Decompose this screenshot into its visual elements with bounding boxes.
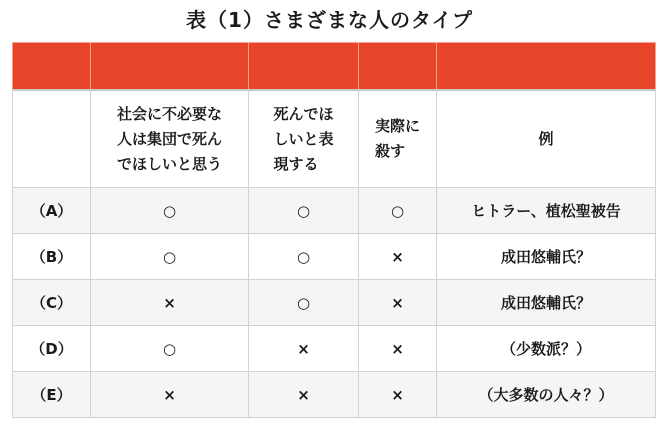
row-id: （D） bbox=[13, 326, 91, 372]
column-header-blank bbox=[13, 90, 91, 188]
person-types-table bbox=[12, 42, 656, 418]
mark-cell: × bbox=[249, 372, 359, 418]
example-cell: 成田悠輔氏？ bbox=[437, 234, 656, 280]
example-cell: （大多数の人々？） bbox=[437, 372, 656, 418]
mark-cell: × bbox=[249, 326, 359, 372]
mark-cell: × bbox=[359, 234, 437, 280]
mark-cell: ○ bbox=[91, 188, 249, 234]
mark-cell: ○ bbox=[249, 280, 359, 326]
mark-cell: ○ bbox=[249, 188, 359, 234]
column-header-label: 死んでほ しいと表 現する bbox=[273, 104, 334, 173]
table-title: 表（1）さまざまな人のタイプ bbox=[186, 8, 473, 32]
column-header-label: 例 bbox=[538, 129, 554, 148]
column-header-want-die bbox=[91, 90, 249, 188]
column-header-express bbox=[249, 90, 359, 188]
row-id: （A） bbox=[13, 188, 91, 234]
accent-cell bbox=[437, 43, 656, 91]
accent-cell bbox=[359, 43, 437, 91]
mark-cell: ○ bbox=[249, 234, 359, 280]
row-id: （B） bbox=[13, 234, 91, 280]
accent-header-band bbox=[13, 43, 656, 91]
mark-cell: × bbox=[359, 280, 437, 326]
table-row bbox=[13, 280, 656, 326]
table-row bbox=[13, 188, 656, 234]
mark-cell: × bbox=[359, 372, 437, 418]
mark-cell: ○ bbox=[359, 188, 437, 234]
column-header-label: 実際に 殺す bbox=[374, 117, 420, 160]
mark-cell: × bbox=[359, 326, 437, 372]
mark-cell: ○ bbox=[91, 234, 249, 280]
accent-cell bbox=[13, 43, 91, 91]
example-cell: 成田悠輔氏？ bbox=[437, 280, 656, 326]
mark-cell: × bbox=[91, 280, 249, 326]
column-header-kill bbox=[359, 90, 437, 188]
column-header-label: 社会に不必要な 人は集団で死ん でほしいと思う bbox=[116, 104, 222, 173]
column-header-example bbox=[437, 90, 656, 188]
table-row bbox=[13, 326, 656, 372]
table-row bbox=[13, 234, 656, 280]
mark-cell: × bbox=[91, 372, 249, 418]
example-cell: ヒトラー、植松聖被告 bbox=[437, 188, 656, 234]
accent-cell bbox=[249, 43, 359, 91]
table-row bbox=[13, 372, 656, 418]
row-id: （E） bbox=[13, 372, 91, 418]
accent-cell bbox=[91, 43, 249, 91]
mark-cell: ○ bbox=[91, 326, 249, 372]
column-header-row bbox=[13, 90, 656, 188]
row-id: （C） bbox=[13, 280, 91, 326]
example-cell: （少数派？） bbox=[437, 326, 656, 372]
